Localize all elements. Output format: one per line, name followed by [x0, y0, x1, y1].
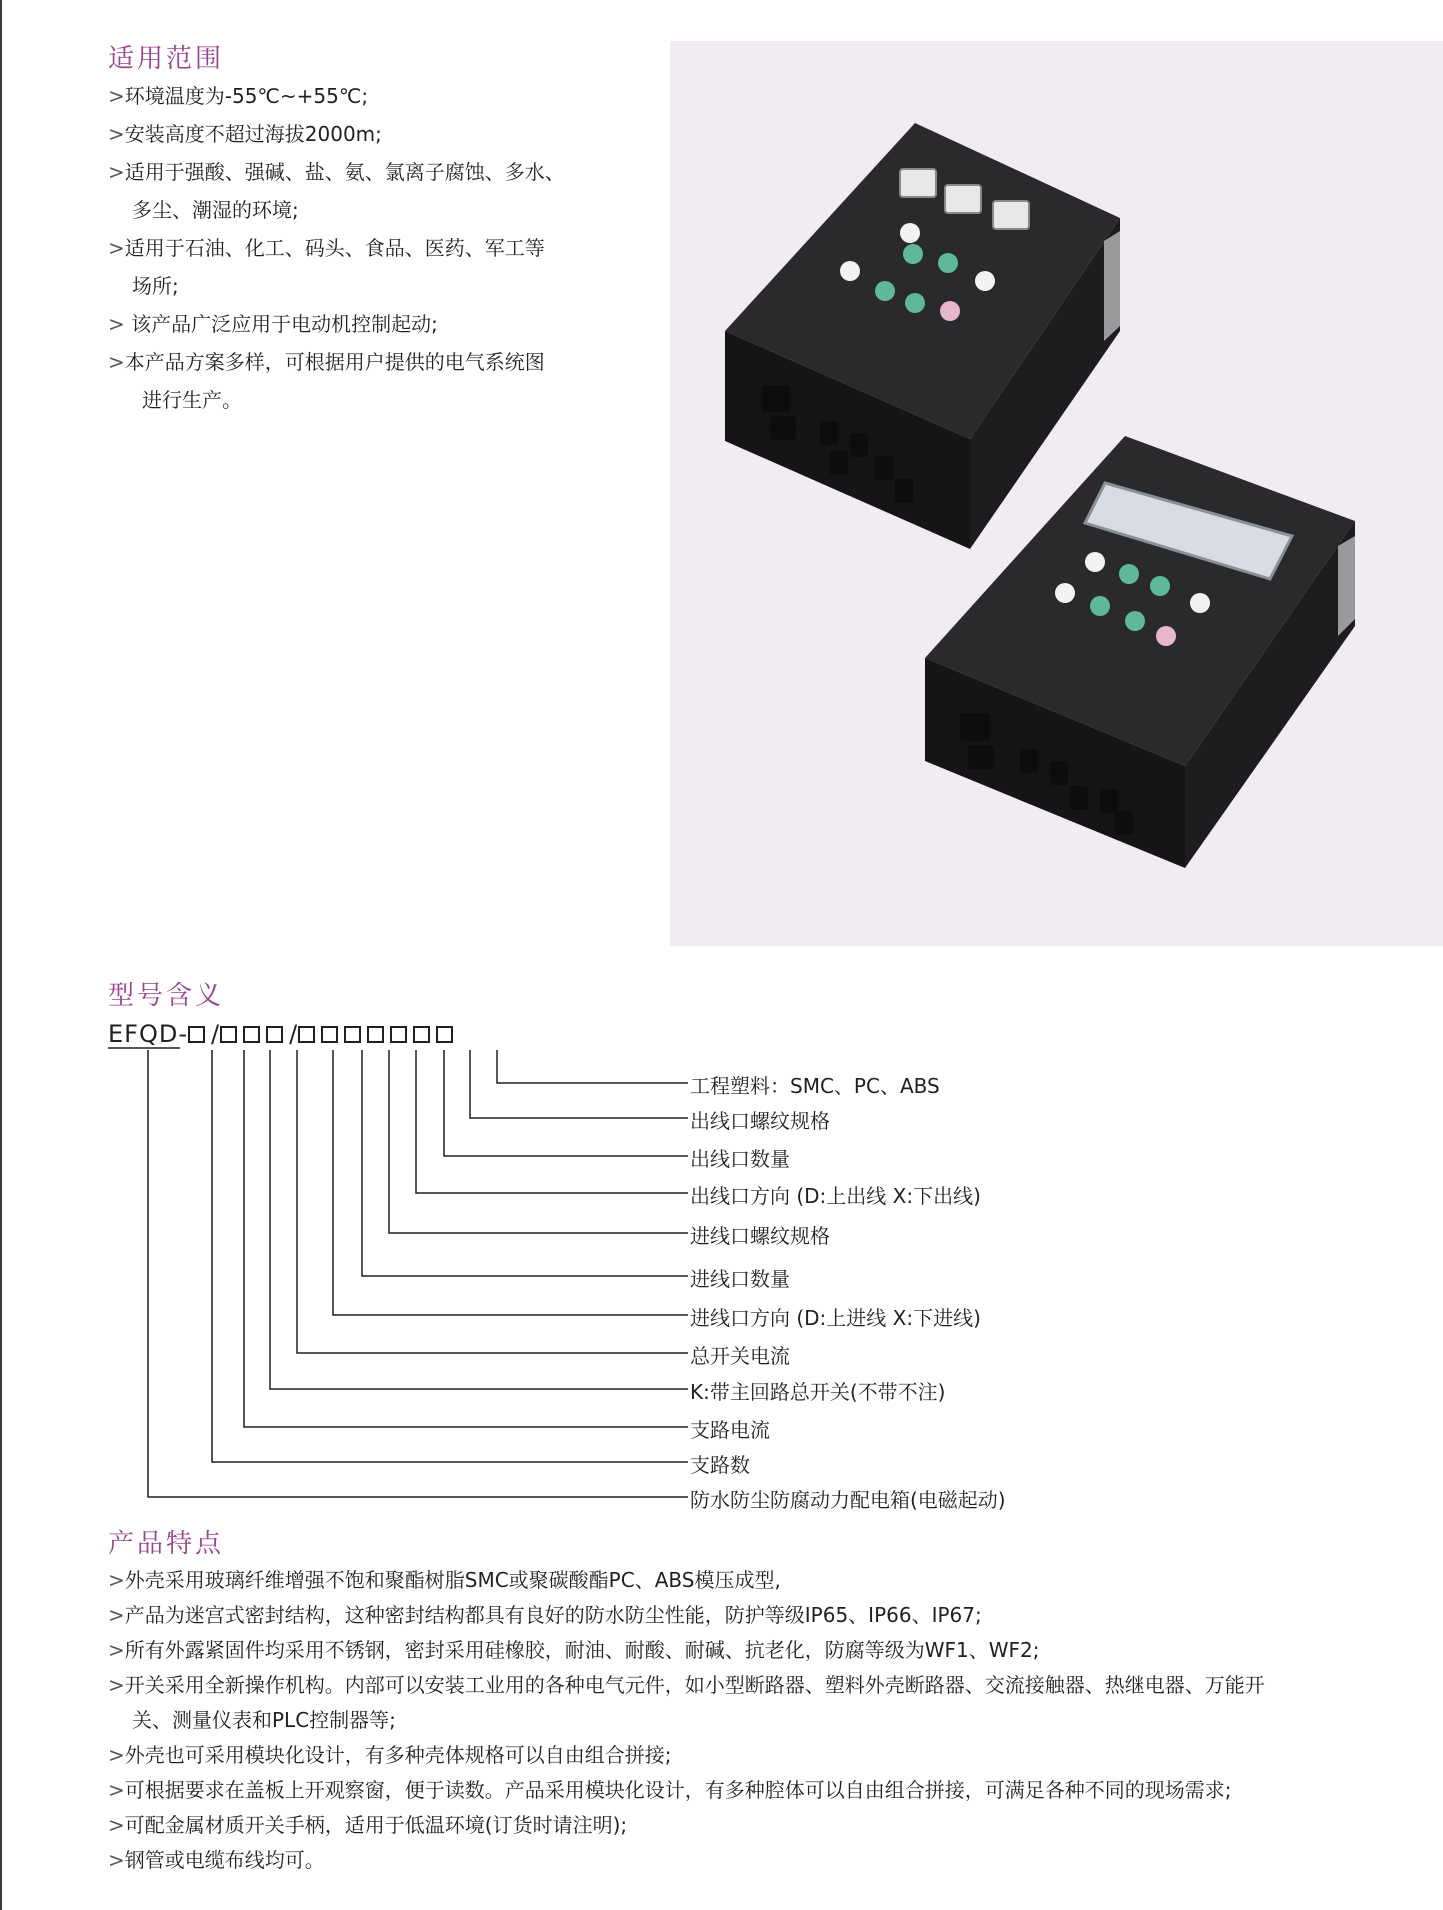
- legend-item: 出线口方向 (D:上出线 X:下出线): [690, 1184, 981, 1208]
- legend-item: K:带主回路总开关(不带不注): [690, 1380, 946, 1404]
- list-item: >适用于石油、化工、码头、食品、医药、军工等: [108, 236, 545, 260]
- list-item: >适用于强酸、强碱、盐、氨、氯离子腐蚀、多水、: [108, 160, 565, 184]
- features-heading: 产品特点: [108, 1529, 225, 1559]
- list-item: >安装高度不超过海拔2000m;: [108, 122, 382, 146]
- model-code: EFQD- / /: [108, 1020, 459, 1048]
- legend-item: 总开关电流: [690, 1344, 790, 1368]
- list-item: >钢管或电缆布线均可。: [108, 1848, 325, 1872]
- list-item: >外壳也可采用模块化设计，有多种壳体规格可以自由组合拼接;: [108, 1743, 672, 1767]
- legend-item: 进线口螺纹规格: [690, 1224, 830, 1248]
- list-item: >所有外露紧固件均采用不锈钢，密封采用硅橡胶，耐油、耐酸、耐碱、抗老化，防腐等级为WF1、WF2;: [108, 1638, 1040, 1662]
- scope-heading: 适用范围: [108, 44, 225, 74]
- legend-item: 出线口数量: [690, 1147, 790, 1171]
- list-item: >产品为迷宫式密封结构，这种密封结构都具有良好的防水防尘性能，防护等级IP65、IP66、IP67;: [108, 1603, 982, 1627]
- legend-item: 防水防尘防腐动力配电箱(电磁起动): [690, 1488, 1006, 1512]
- legend-item: 进线口方向 (D:上进线 X:下进线): [690, 1306, 981, 1330]
- list-item-continuation: 关、测量仪表和PLC控制器等;: [132, 1708, 396, 1732]
- model-heading: 型号含义: [108, 981, 225, 1011]
- list-item: >可根据要求在盖板上开观察窗，便于读数。产品采用模块化设计，有多种腔体可以自由组合拼接，可满足各种不同的现场需求;: [108, 1778, 1232, 1802]
- list-item-continuation: 场所;: [132, 274, 179, 298]
- list-item: >本产品方案多样，可根据用户提供的电气系统图: [108, 350, 545, 374]
- list-item: >环境温度为-55℃~+55℃;: [108, 84, 369, 108]
- features-list: [108, 1563, 1265, 1878]
- legend-item: 支路数: [690, 1453, 750, 1477]
- legend-item: 支路电流: [690, 1418, 770, 1442]
- legend-item: 工程塑料：SMC、PC、ABS: [690, 1074, 940, 1098]
- list-item-continuation: 多尘、潮湿的环境;: [132, 198, 299, 222]
- list-item: >外壳采用玻璃纤维增强不饱和聚酯树脂SMC或聚碳酸酯PC、ABS模压成型,: [108, 1568, 781, 1592]
- list-item: > 该产品广泛应用于电动机控制起动;: [108, 312, 438, 336]
- list-item: >开关采用全新操作机构。内部可以安装工业用的各种电气元件，如小型断路器、塑料外壳断路器、交流接触器、热继电器、万能开: [108, 1673, 1265, 1697]
- model-prefix: EFQD: [108, 1020, 179, 1048]
- legend-item: 出线口螺纹规格: [690, 1109, 830, 1133]
- list-item: >可配金属材质开关手柄，适用于低温环境(订货时请注明);: [108, 1813, 628, 1837]
- legend-item: 进线口数量: [690, 1267, 790, 1291]
- list-item-continuation: 进行生产。: [142, 388, 242, 412]
